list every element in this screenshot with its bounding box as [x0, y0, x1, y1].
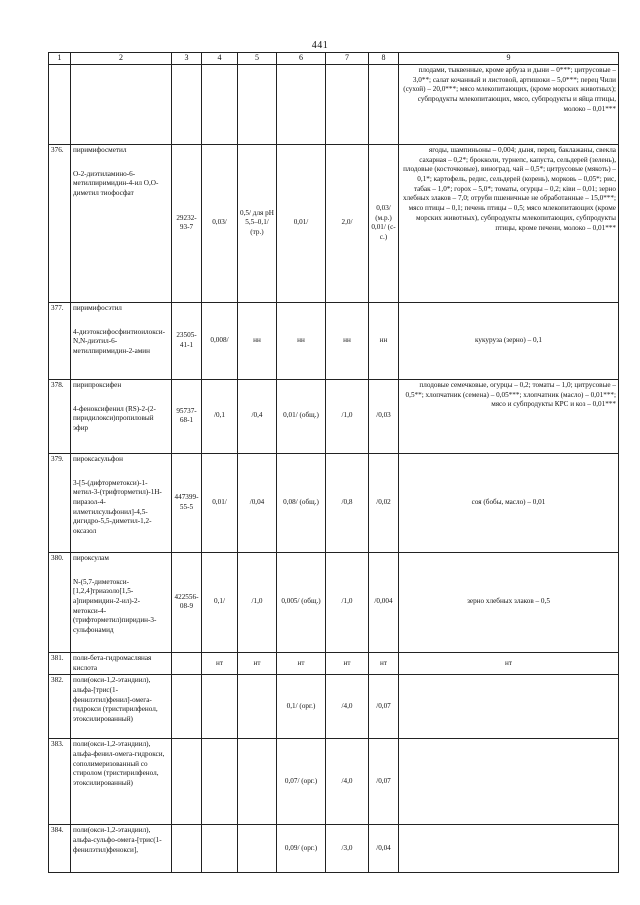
cas-number: [172, 739, 202, 825]
cell-col7: [326, 64, 369, 144]
product-limits: нт: [399, 652, 619, 674]
cell-col5: нт: [238, 652, 277, 674]
cell-col4: нт: [202, 652, 238, 674]
row-number: 382.: [49, 675, 71, 739]
product-limits: плодовые семечковые, огурцы – 0,2; томаты – 1,0; цитрусовые – 0,5**; хлопчатник (семена) – 0,05***; хлопчатник (масло) – 0,01***; мясо и субпродукты КРС и коз – 0,01***: [399, 379, 619, 453]
row-number: 379.: [49, 453, 71, 552]
table-row: [49, 825, 619, 873]
table-row: [49, 144, 619, 302]
table-row: [49, 675, 619, 739]
column-header: 7: [326, 53, 369, 65]
substance-name: [71, 675, 172, 739]
column-header: 5: [238, 53, 277, 65]
cell-col8: /0,07: [369, 739, 399, 825]
column-header: 9: [399, 53, 619, 65]
row-number: 377.: [49, 302, 71, 379]
cell-col4: [202, 739, 238, 825]
cell-col5: нн: [238, 302, 277, 379]
cell-col4: 0,008/: [202, 302, 238, 379]
substance-common-name: пирипроксифен: [73, 380, 122, 389]
cell-col4: 0,01/: [202, 453, 238, 552]
cell-col7: 2,0/: [326, 144, 369, 302]
cell-col4: 0,03/: [202, 144, 238, 302]
cell-col8: /0,04: [369, 825, 399, 873]
substance-name: [71, 552, 172, 652]
cas-number: [172, 825, 202, 873]
cell-col5: /0,04: [238, 453, 277, 552]
table-row: [49, 552, 619, 652]
row-number: [49, 64, 71, 144]
cell-col5: 0,5/ для pH 5,5–0,1/ (тр.): [238, 144, 277, 302]
substance-common-name: поли(окси-1,2-этандиил), альфа-сульфо-омега-[трис(1-фенилэтил)фенокси],: [73, 826, 162, 854]
cell-col8: /0,07: [369, 675, 399, 739]
cell-col7: /4,0: [326, 739, 369, 825]
product-limits: соя (бобы, масло) – 0,01: [399, 453, 619, 552]
cell-col6: 0,08/ (общ.): [277, 453, 326, 552]
cell-col6: нн: [277, 302, 326, 379]
cell-col7: нт: [326, 652, 369, 674]
cell-col5: [238, 675, 277, 739]
substance-name: [71, 144, 172, 302]
cell-col7: /3,0: [326, 825, 369, 873]
substance-name: [71, 739, 172, 825]
product-limits: зерно хлебных злаков – 0,5: [399, 552, 619, 652]
cell-col8: нт: [369, 652, 399, 674]
cell-col5: [238, 739, 277, 825]
cas-number: 422556-08-9: [172, 552, 202, 652]
table-row: [49, 64, 619, 144]
cell-col4: [202, 64, 238, 144]
row-number: 383.: [49, 739, 71, 825]
substance-name: [71, 652, 172, 674]
cas-number: 95737-68-1: [172, 379, 202, 453]
substance-common-name: поли-бета-гидромасляная кислота: [73, 653, 152, 672]
product-limits: кукуруза (зерно) – 0,1: [399, 302, 619, 379]
column-header: 8: [369, 53, 399, 65]
product-limits: плодами, тыквенные, кроме арбуза и дыни – 0***; цитрусовые – 3,0**; салат кочанный и листовой, артишоки – 5,0***; перец Чили (сухой) – 20,0***; мясо млекопитающих, (кроме морских животных); субпродукты млекопитающих, мясо, субпродукты и яйца птицы, молоко – 0,01***: [399, 64, 619, 144]
table-row: [49, 739, 619, 825]
substance-chemical-name: 4-диэтоксифосфинтиоилокси-N,N-диэтил-6-метилпиримидин-2-амин: [73, 327, 165, 355]
row-number: 384.: [49, 825, 71, 873]
table-row: [49, 652, 619, 674]
cas-number: [172, 675, 202, 739]
cas-number: [172, 64, 202, 144]
cell-col7: /1,0: [326, 379, 369, 453]
cell-col5: /1,0: [238, 552, 277, 652]
substance-chemical-name: 3-[5-(дифторметокси)-1-метил-3-(трифторметил)-1H-пиразол-4-илметилсульфонил]-4,5-дигидро-5,5-диметил-1,2-оксазол: [73, 478, 162, 536]
cas-number: [172, 652, 202, 674]
cell-col4: [202, 825, 238, 873]
cell-col8: /0,02: [369, 453, 399, 552]
row-number: 376.: [49, 144, 71, 302]
substance-chemical-name: O-2-диэтиламино-6-метилпиримидин-4-ил O,O-диметил тиофосфат: [73, 169, 159, 197]
cas-number: 23505-41-1: [172, 302, 202, 379]
cell-col7: /4,0: [326, 675, 369, 739]
cell-col7: /0,8: [326, 453, 369, 552]
substance-name: [71, 379, 172, 453]
column-header: 6: [277, 53, 326, 65]
cell-col5: [238, 825, 277, 873]
substance-common-name: пироксулам: [73, 553, 109, 562]
row-number: 380.: [49, 552, 71, 652]
row-number: 378.: [49, 379, 71, 453]
substance-name: [71, 825, 172, 873]
cell-col7: нн: [326, 302, 369, 379]
column-number-row: [49, 53, 619, 65]
substance-name: [71, 453, 172, 552]
cell-col4: /0,1: [202, 379, 238, 453]
cell-col6: 0,09/ (орг.): [277, 825, 326, 873]
cas-number: 447399-55-5: [172, 453, 202, 552]
cell-col8: 0,03/ (м.р.) 0,01/ (с-с.): [369, 144, 399, 302]
cell-col4: 0,1/: [202, 552, 238, 652]
product-limits: [399, 739, 619, 825]
substance-name: [71, 302, 172, 379]
cell-col6: 0,01/ (общ.): [277, 379, 326, 453]
cell-col8: /0,004: [369, 552, 399, 652]
substance-name: [71, 64, 172, 144]
column-header: 4: [202, 53, 238, 65]
table-row: [49, 302, 619, 379]
substance-common-name: поли(окси-1,2-этандиил), альфа-[трис(1-фенилэтил)фенил]-омега-гидрокси (тристирилфенол, этоксилированный): [73, 676, 158, 724]
product-limits: [399, 675, 619, 739]
substance-chemical-name: 4-феноксифенил (RS)-2-(2-пиридилокси)пропиловый эфир: [73, 404, 156, 432]
substance-common-name: пиримифосметил: [73, 145, 127, 154]
cell-col6: 0,07/ (орг.): [277, 739, 326, 825]
cell-col8: [369, 64, 399, 144]
table-row: [49, 453, 619, 552]
product-limits: [399, 825, 619, 873]
cell-col7: /1,0: [326, 552, 369, 652]
cell-col6: 0,01/: [277, 144, 326, 302]
cell-col5: /0,4: [238, 379, 277, 453]
cell-col8: нн: [369, 302, 399, 379]
cell-col6: 0,1/ (орг.): [277, 675, 326, 739]
cell-col4: [202, 675, 238, 739]
cell-col6: 0,005/ (общ.): [277, 552, 326, 652]
column-header: 3: [172, 53, 202, 65]
cell-col8: /0,03: [369, 379, 399, 453]
page-number: 441: [311, 40, 329, 51]
column-header: 2: [71, 53, 172, 65]
cell-col5: [238, 64, 277, 144]
table-row: [49, 379, 619, 453]
substance-common-name: пиримифосэтил: [73, 303, 122, 312]
column-header: 1: [49, 53, 71, 65]
cell-col6: нт: [277, 652, 326, 674]
row-number: 381.: [49, 652, 71, 674]
cas-number: 29232-93-7: [172, 144, 202, 302]
cell-col6: [277, 64, 326, 144]
product-limits: ягоды, шампиньоны – 0,004; дыня, перец, баклажаны, свекла сахарная – 0,2*; брокколи, турнепс, капуста, сельдерей (зелень), плодовые (косточковые), виноград, чай – 0,5*; цитрусовые (мякоть) – 0,1*; картофель, редис, сельдерей (корень), морковь – 0,05*; рис, табак – 1,0*; горох – 5,0*; томаты, огурцы – 0,2; кiви – 0,01; зерно хлебных злаков – 7,0; отруби пшеничные не обработанные – 15,0***; мясо птицы – 0,1; печень птицы – 0,5; мясо млекопитающих (кроме морских животных), субпродукты млекопитающих, субпродукты птицы, кроме печени, молоко – 0,01***: [399, 144, 619, 302]
regulation-table: [48, 52, 619, 873]
substance-chemical-name: N-(5,7-диметокси-[1,2,4]триазоло[1,5-a]пиримидин-2-ил)-2-метокси-4-(трифторметил)пиридин-3-сульфонамид: [73, 577, 157, 635]
substance-common-name: поли(окси-1,2-этандиил), альфа-фенил-омега-гидрокси, сополимеризованный со стиролом (тристирилфенол, этоксилированный): [73, 740, 165, 788]
substance-common-name: пироксасульфон: [73, 454, 123, 463]
